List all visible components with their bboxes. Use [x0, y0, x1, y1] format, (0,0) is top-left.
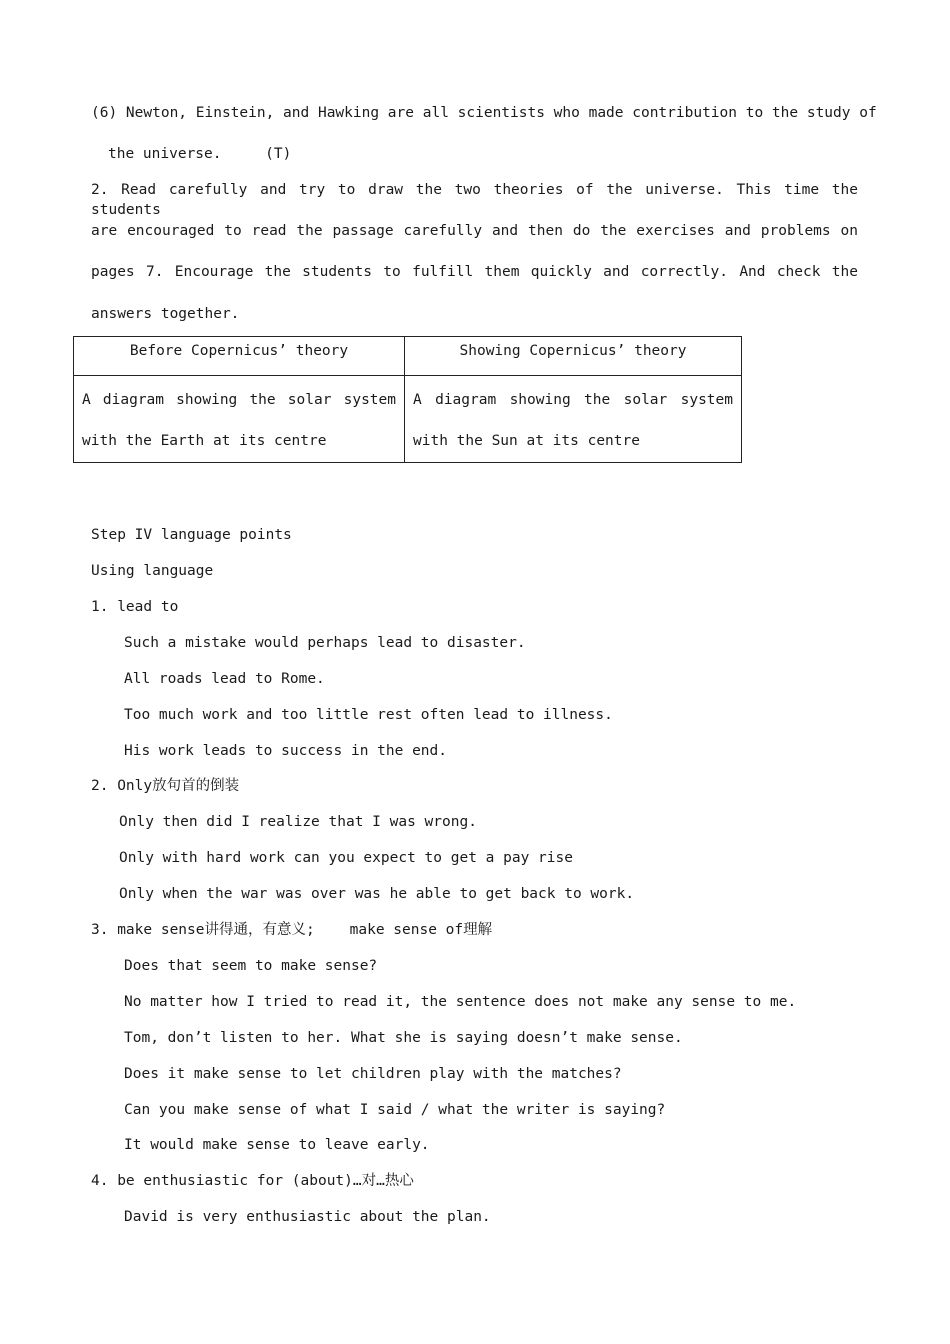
table-cell-showing: A diagram showing the solar system with the Sun at its centre	[405, 376, 742, 463]
example-sentence: Only with hard work can you expect to get a pay rise	[119, 850, 573, 866]
instruction-line-3: pages 7. Encourage the students to fulfill them quickly and correctly. And check the	[91, 264, 858, 280]
table-row	[74, 376, 742, 463]
table-header-row	[74, 337, 742, 376]
example-sentence: Does that seem to make sense?	[124, 958, 378, 974]
instruction-line-1: 2. Read carefully and try to draw the two theories of the universe. This time the students	[91, 182, 858, 218]
example-sentence: Can you make sense of what I said / what the writer is saying?	[124, 1102, 666, 1118]
point-heading: 3. make sense讲得通，有意义; make sense of理解	[91, 922, 493, 938]
item-6-line-1: (6) Newton, Einstein, and Hawking are all scientists who made contribution to the study of	[91, 105, 877, 121]
example-sentence: Does it make sense to let children play with the matches?	[124, 1066, 622, 1082]
example-sentence: No matter how I tried to read it, the sentence does not make any sense to me.	[124, 994, 797, 1010]
example-sentence: It would make sense to leave early.	[124, 1137, 430, 1153]
example-sentence: Only then did I realize that I was wrong.	[119, 814, 477, 830]
table-header-before: Before Copernicus’ theory	[74, 337, 405, 376]
example-sentence: His work leads to success in the end.	[124, 743, 448, 759]
item-6-line-2: the universe. (T)	[108, 146, 292, 162]
step-subtitle: Using language	[91, 563, 214, 579]
example-sentence: All roads lead to Rome.	[124, 671, 325, 687]
table-cell-before: A diagram showing the solar system with the Earth at its centre	[74, 376, 405, 463]
example-sentence: Only when the war was over was he able to get back to work.	[119, 886, 635, 902]
point-heading: 4. be enthusiastic for (about)…对…热心	[91, 1173, 414, 1189]
instruction-line-4: answers together.	[91, 306, 240, 322]
table-header-showing: Showing Copernicus’ theory	[405, 337, 742, 376]
example-sentence: Too much work and too little rest often lead to illness.	[124, 707, 613, 723]
step-title: Step IV language points	[91, 527, 292, 543]
example-sentence: Tom, don’t listen to her. What she is saying doesn’t make sense.	[124, 1030, 683, 1046]
instruction-line-2: are encouraged to read the passage carefully and then do the exercises and problems on	[91, 223, 858, 239]
theory-table	[73, 336, 742, 463]
example-sentence: David is very enthusiastic about the plan.	[124, 1209, 491, 1225]
point-heading: 1. lead to	[91, 599, 179, 615]
example-sentence: Such a mistake would perhaps lead to disaster.	[124, 635, 526, 651]
point-heading: 2. Only放句首的倒装	[91, 778, 240, 794]
